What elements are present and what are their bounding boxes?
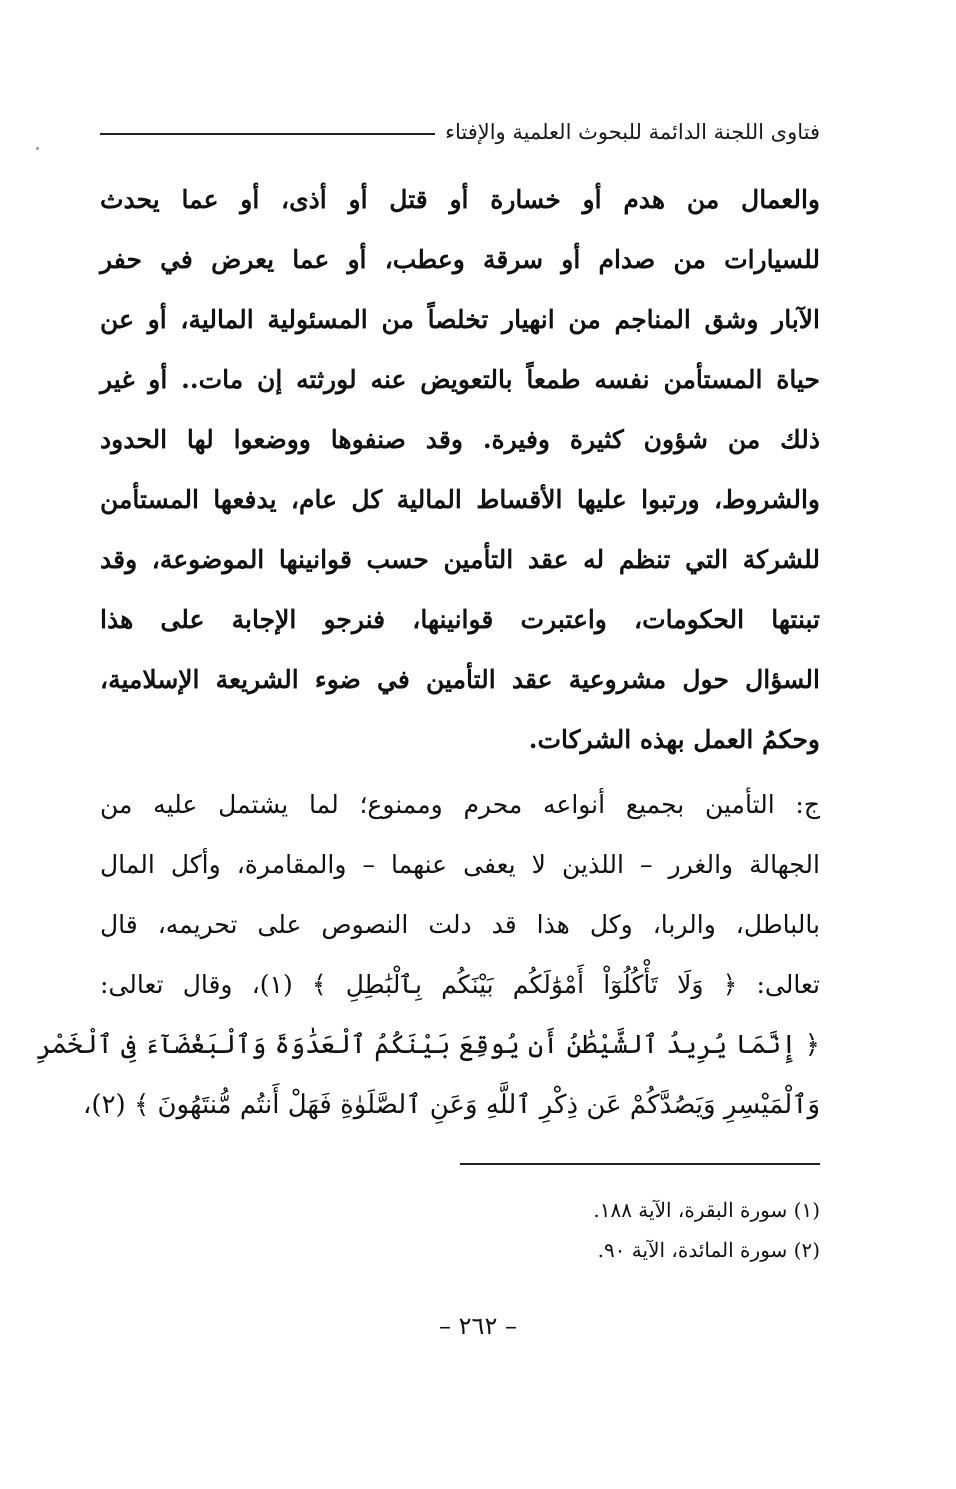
question-line: تبنتها الحكومات، واعتبرت قوانينها، فنرجو الإجابة على هذا [100,605,820,634]
question-line: والعمال من هدم أو خسارة أو قتل أو أذى، أو عما يحدث [100,185,820,214]
answer-line: تعالى: ﴿ وَلَا تَأْكُلُوٓاْ أَمْوَٰلَكُم بَيْنَكُم بِٱلْبَٰطِلِ ﴾ (١)، وقال تعالى: [100,970,820,999]
question-line: السؤال حول مشروعية عقد التأمين في ضوء الشريعة الإسلامية، [100,665,820,694]
footnote-item: (٢) سورة المائدة، الآية ٩٠. [597,1238,820,1262]
header-rule [100,133,435,135]
answer-line: ج: التأمين بجميع أنواعه محرم وممنوع؛ لما يشتمل عليه من [100,790,820,819]
question-paragraph [100,170,820,770]
footnotes [100,1190,820,1270]
answer-line: الجهالة والغرر – اللذين لا يعفى عنهما – والمقامرة، وأكل المال [100,850,820,879]
question-line: وحكمُ العمل بهذه الشركات. [528,725,820,754]
answer-paragraph [36,775,820,1135]
answer-line: بالباطل، والربا، وكل هذا قد دلت النصوص على تحريمه، قال [100,910,820,939]
running-header [100,112,820,152]
quran-verse-line: وَٱلْمَيْسِرِ وَيَصُدَّكُمْ عَن ذِكْرِ ٱللَّهِ وَعَنِ ٱلصَّلَوٰةِ فَهَلْ أَنتُم مُّنتَهُونَ ﴾ (٢)، [83,1090,820,1120]
question-line: للشركة التي تنظم له عقد التأمين حسب قوانينها الموضوعة، وقد [100,545,820,574]
page-number: – ٢٦٢ – [439,1312,517,1340]
question-line: والشروط، ورتبوا عليها الأقساط المالية كل عام، يدفعها المستأمن [100,485,820,514]
quran-verse-line: ﴿ إِنَّمَا يُرِيدُ ٱلشَّيْطَٰنُ أَن يُوقِعَ بَيْنَكُمُ ٱلْعَدَٰوَةَ وَٱلْبَغْضَآءَ فِى ٱلْخَمْرِ [36,1030,820,1060]
question-line: ذلك من شؤون كثيرة وفيرة. وقد صنفوها ووضعوا لها الحدود [100,425,820,454]
footnote-item: (١) سورة البقرة، الآية ١٨٨. [593,1198,820,1222]
header-title: فتاوى اللجنة الدائمة للبحوث العلمية والإفتاء [445,120,820,144]
scan-speck [36,147,39,150]
footnote-separator [460,1163,820,1165]
question-line: للسيارات من صدام أو سرقة وعطب، أو عما يعرض في حفر [100,245,820,274]
question-line: الآبار وشق المناجم من انهيار تخلصاً من المسئولية المالية، أو عن [100,305,820,334]
question-line: حياة المستأمن نفسه طمعاً بالتعويض عنه لورثته إن مات.. أو غير [100,365,820,394]
